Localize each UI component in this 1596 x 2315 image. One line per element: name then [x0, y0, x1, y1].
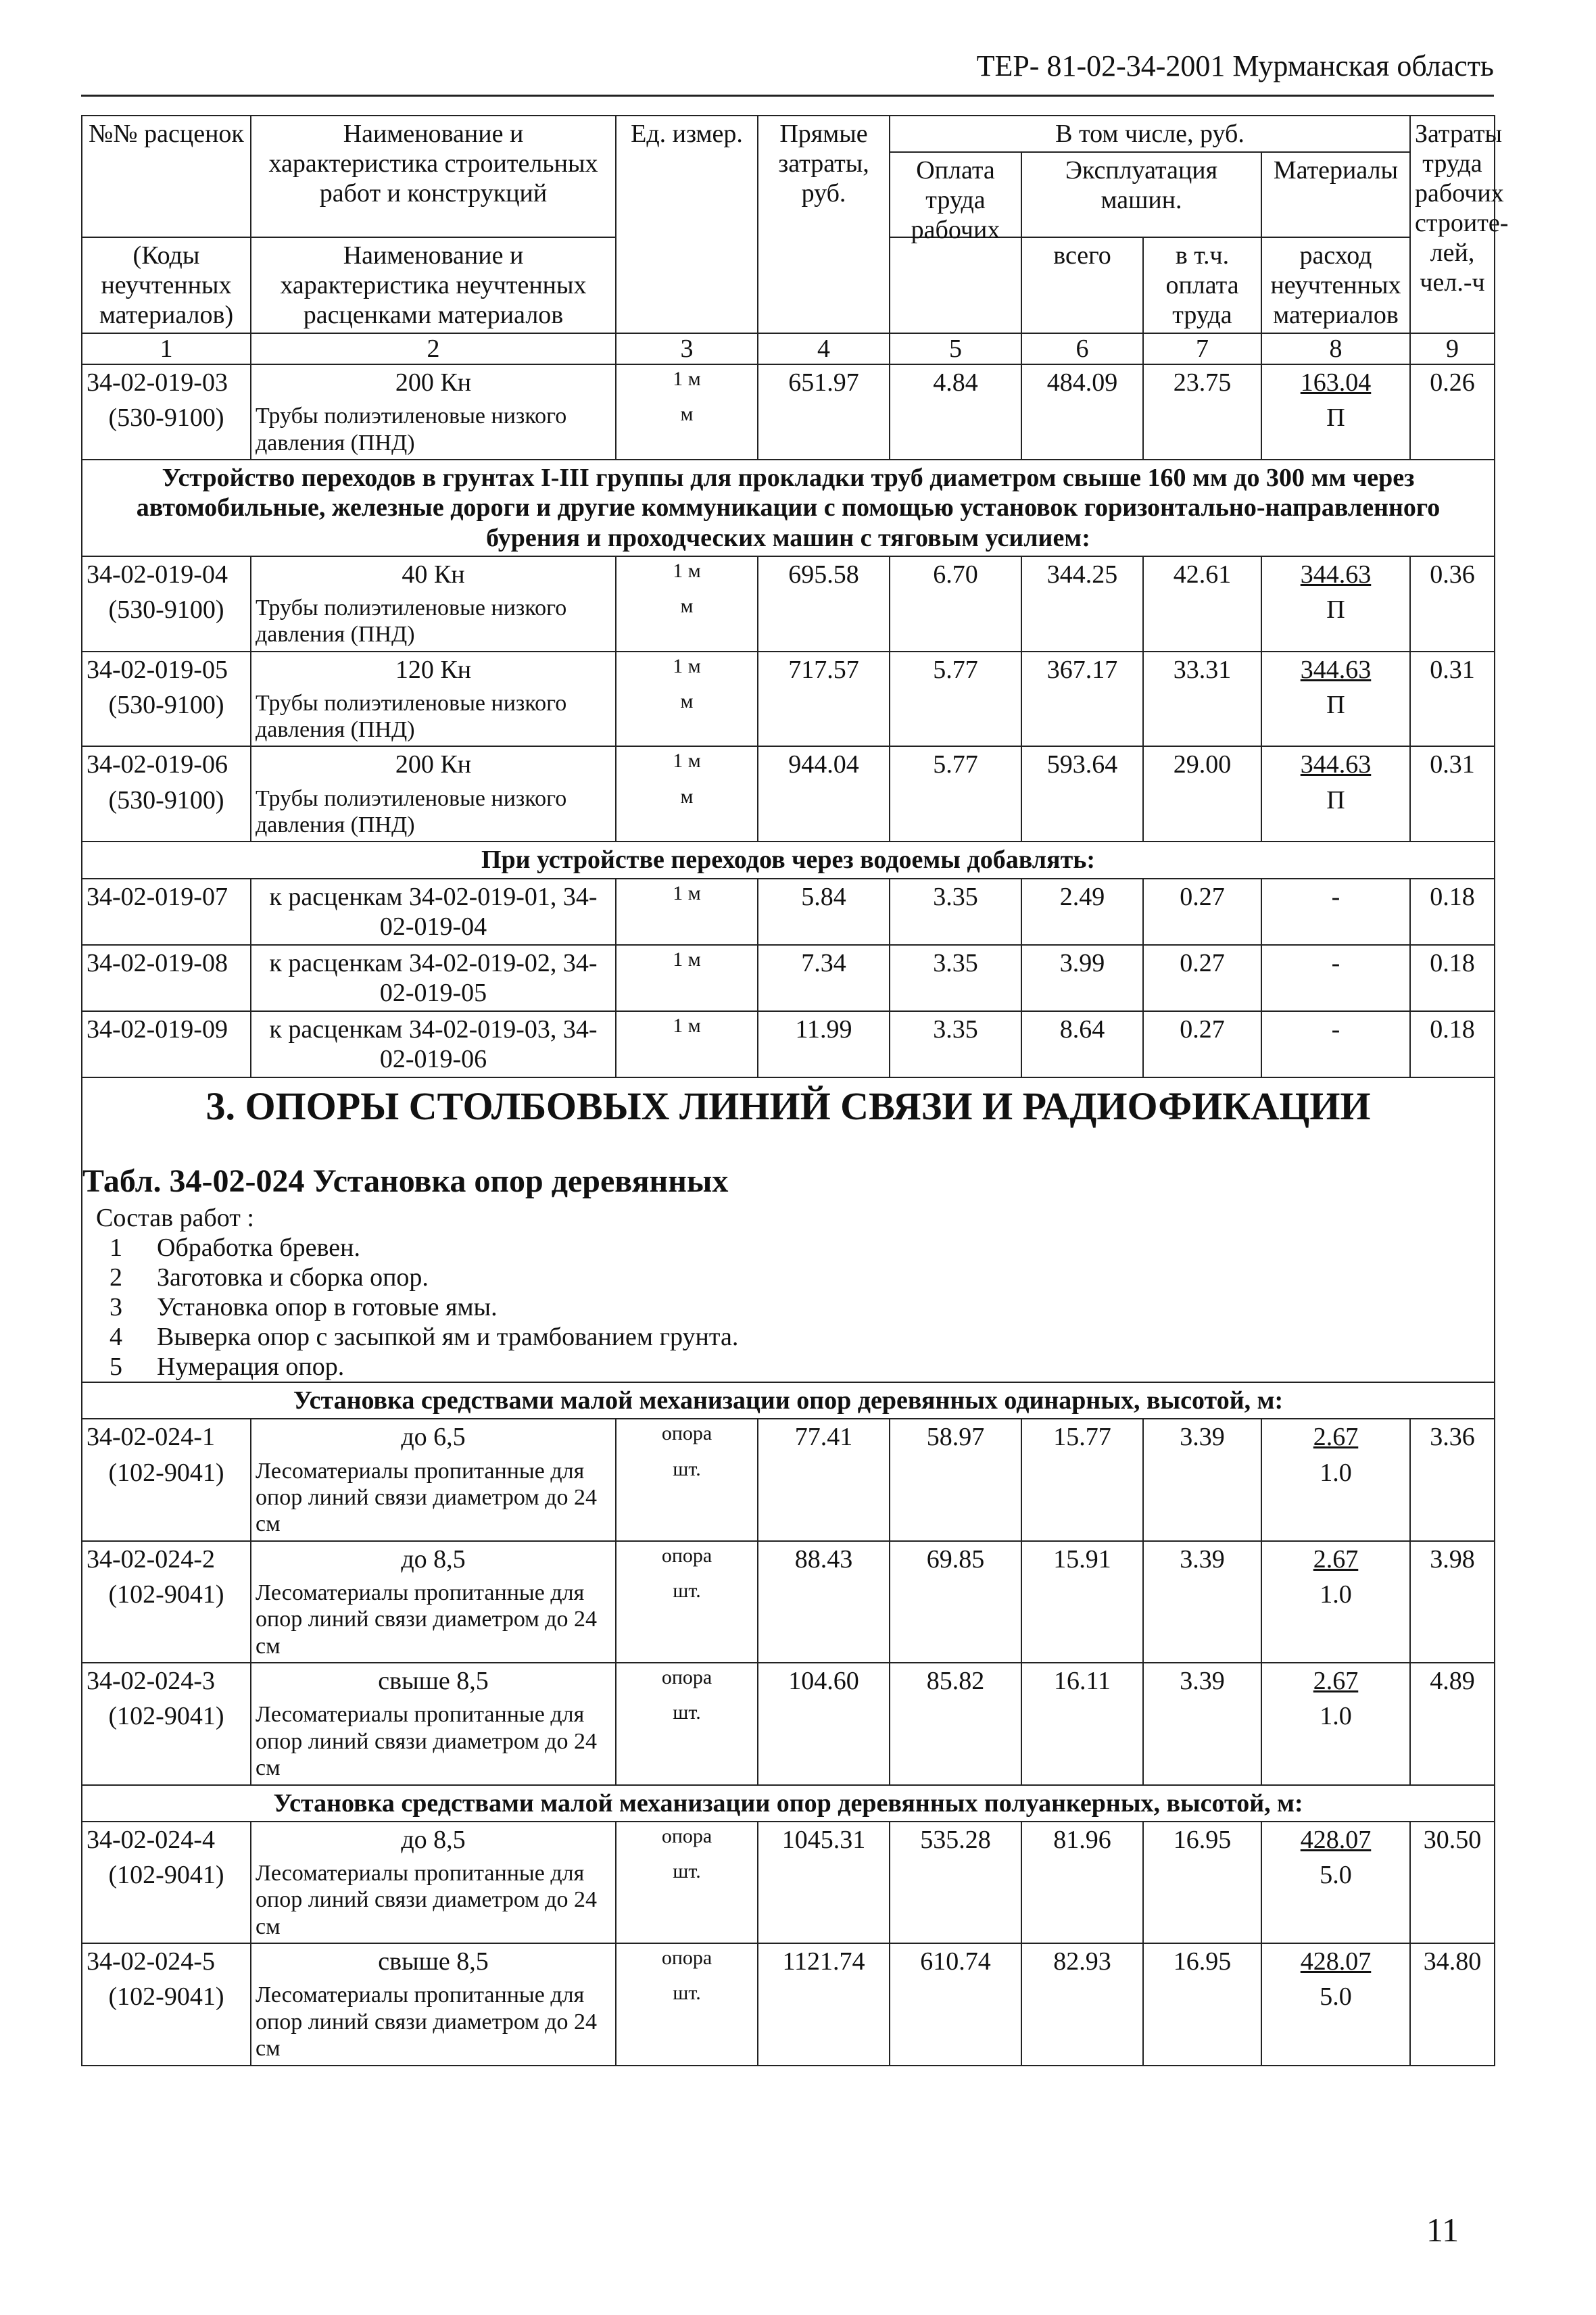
material-name: Трубы полиэтиленовые низкого давления (ПНД)	[251, 783, 616, 842]
rate-name: до 6,5	[251, 1419, 616, 1455]
rate-machines: 593.64	[1021, 746, 1143, 782]
material-row	[82, 592, 1495, 652]
section-note: При устройстве переходов через водоемы добавлять:	[82, 842, 1495, 878]
rate-direct-cost: 104.60	[758, 1663, 890, 1699]
material-labor-empty	[1410, 687, 1495, 747]
material-pay-empty	[890, 1455, 1021, 1541]
work-composition-title: Состав работ :	[96, 1203, 254, 1232]
header-materials: Материалы	[1273, 156, 1399, 185]
rate-unit: опора	[616, 1541, 758, 1577]
material-unit: шт.	[616, 1455, 758, 1541]
material-labor-empty	[1410, 1979, 1495, 2065]
rate-labor-cost: 0.31	[1410, 746, 1495, 782]
material-direct-empty	[758, 1857, 890, 1943]
column-number: 9	[1410, 333, 1495, 364]
rate-machines-pay: 23.75	[1143, 364, 1261, 400]
rate-direct-cost: 717.57	[758, 652, 890, 687]
header-labor-cost: Затраты труда рабочих строите-лей, чел.-ч	[1410, 116, 1495, 333]
material-name: Трубы полиэтиленовые низкого давления (ПНД)	[251, 400, 616, 460]
rate-unit: 1 м	[616, 879, 758, 945]
material-row	[82, 400, 1495, 460]
rate-labor-pay: 5.77	[890, 746, 1021, 782]
column-number: 6	[1021, 333, 1143, 364]
material-mach-pay-empty	[1143, 783, 1261, 842]
rate-labor-pay: 3.35	[890, 879, 1021, 945]
rates-table	[81, 115, 1509, 2066]
rate-code: 34-02-024-5	[82, 1943, 251, 1979]
material-name: Лесоматериалы пропитанные для опор линий связи диаметром до 24 см	[251, 1699, 616, 1784]
rate-machines-pay: 16.95	[1143, 1822, 1261, 1857]
rate-direct-cost: 695.58	[758, 556, 890, 592]
material-pay-empty	[890, 1979, 1021, 2065]
material-labor-empty	[1410, 592, 1495, 652]
rate-machines-pay: 16.95	[1143, 1943, 1261, 1979]
material-labor-empty	[1410, 1857, 1495, 1943]
rate-materials: -	[1261, 1011, 1410, 1077]
material-labor-empty	[1410, 400, 1495, 460]
material-row	[82, 1979, 1495, 2065]
rate-materials-value: 344.63	[1300, 560, 1372, 589]
header-incl-group	[890, 116, 1410, 245]
rate-machines: 367.17	[1021, 652, 1143, 687]
material-unit: шт.	[616, 1699, 758, 1784]
rate-row	[82, 1419, 1495, 1455]
material-unit: м	[616, 400, 758, 460]
header-incl: В том числе, руб.	[890, 116, 1409, 153]
rate-machines: 15.77	[1021, 1419, 1143, 1455]
rate-machines: 2.49	[1021, 879, 1143, 945]
header-mach-pay: в т.ч. оплата труда	[1143, 237, 1261, 333]
material-mach-pay-empty	[1143, 1699, 1261, 1784]
material-mach-empty	[1021, 687, 1143, 747]
material-unit: шт.	[616, 1857, 758, 1943]
rate-materials-value: 2.67	[1313, 1423, 1359, 1452]
rate-row	[82, 1822, 1495, 1857]
rate-unit: 1 м	[616, 364, 758, 400]
rate-materials-value: 428.07	[1300, 1825, 1372, 1854]
rate-labor-pay: 610.74	[890, 1943, 1021, 1979]
rate-unit: 1 м	[616, 652, 758, 687]
material-mach-pay-empty	[1143, 1979, 1261, 2065]
rate-materials-value: 2.67	[1313, 1544, 1359, 1574]
header-name2: Наименование и характеристика неучтенных расценками материалов	[251, 237, 616, 333]
rate-unit: 1 м	[616, 1011, 758, 1077]
rate-labor-pay: 85.82	[890, 1663, 1021, 1699]
rate-materials	[1261, 652, 1410, 687]
material-mach-pay-empty	[1143, 592, 1261, 652]
column-number: 5	[890, 333, 1021, 364]
column-number: 1	[82, 333, 251, 364]
material-labor-empty	[1410, 1455, 1495, 1541]
material-labor-empty	[1410, 1699, 1495, 1784]
rate-machines-pay: 3.39	[1143, 1541, 1261, 1577]
rate-name: до 8,5	[251, 1822, 616, 1857]
material-code: (530-9100)	[82, 592, 251, 652]
rate-labor-pay: 5.77	[890, 652, 1021, 687]
material-name: Трубы полиэтиленовые низкого давления (ПНД)	[251, 687, 616, 747]
rate-unit: 1 м	[616, 556, 758, 592]
material-mach-empty	[1021, 1979, 1143, 2065]
material-mach-empty	[1021, 1699, 1143, 1784]
header-empty	[890, 237, 1021, 333]
header-direct: Прямые затраты, руб.	[758, 116, 890, 333]
rate-labor-cost: 3.98	[1410, 1541, 1495, 1577]
header-mat-unacc: расход неучтенных материалов	[1261, 237, 1410, 333]
rate-row	[82, 746, 1495, 782]
rate-code: 34-02-024-1	[82, 1419, 251, 1455]
column-numbers-row	[82, 333, 1495, 364]
work-item-number: 5	[110, 1353, 122, 1382]
material-name: Лесоматериалы пропитанные для опор линий связи диаметром до 24 см	[251, 1455, 616, 1541]
rate-labor-pay: 69.85	[890, 1541, 1021, 1577]
rate-code: 34-02-019-06	[82, 746, 251, 782]
material-row	[82, 1699, 1495, 1784]
rate-machines-pay: 3.39	[1143, 1419, 1261, 1455]
rate-materials-value: 344.63	[1300, 750, 1372, 779]
work-item-number: 2	[110, 1263, 122, 1292]
rate-code: 34-02-024-4	[82, 1822, 251, 1857]
material-direct-empty	[758, 1979, 890, 2065]
rate-name: свыше 8,5	[251, 1943, 616, 1979]
rate-machines: 81.96	[1021, 1822, 1143, 1857]
work-item-text: Выверка опор с засыпкой ям и трамбованием грунта.	[157, 1323, 739, 1352]
material-mach-pay-empty	[1143, 1455, 1261, 1541]
material-quantity: 1.0	[1261, 1699, 1410, 1784]
rate-machines: 3.99	[1021, 945, 1143, 1011]
rate-unit: 1 м	[616, 746, 758, 782]
material-code: (102-9041)	[82, 1699, 251, 1784]
rate-materials	[1261, 1419, 1410, 1455]
material-quantity: П	[1261, 400, 1410, 460]
rate-labor-pay: 58.97	[890, 1419, 1021, 1455]
rate-labor-cost: 0.31	[1410, 652, 1495, 687]
material-unit: м	[616, 687, 758, 747]
column-number: 2	[251, 333, 616, 364]
work-list	[96, 1233, 1494, 1382]
rate-machines: 82.93	[1021, 1943, 1143, 1979]
work-item-text: Нумерация опор.	[157, 1353, 345, 1382]
material-code: (102-9041)	[82, 1857, 251, 1943]
work-item-text: Установка опор в готовые ямы.	[157, 1293, 498, 1322]
material-labor-empty	[1410, 1577, 1495, 1663]
rate-machines: 8.64	[1021, 1011, 1143, 1077]
rate-labor-cost: 34.80	[1410, 1943, 1495, 1979]
material-mach-pay-empty	[1143, 400, 1261, 460]
rate-materials: -	[1261, 945, 1410, 1011]
rate-unit: 1 м	[616, 945, 758, 1011]
rate-labor-pay: 4.84	[890, 364, 1021, 400]
work-item-number: 1	[110, 1234, 122, 1262]
rate-machines-pay: 33.31	[1143, 652, 1261, 687]
rate-row	[82, 1663, 1495, 1699]
material-code: (530-9100)	[82, 687, 251, 747]
column-number: 7	[1143, 333, 1261, 364]
section-block-row	[82, 1077, 1495, 1382]
rate-row	[82, 1943, 1495, 1979]
rate-name: 40 Кн	[251, 556, 616, 592]
rate-code: 34-02-024-2	[82, 1541, 251, 1577]
header-code: №№ расценок	[82, 116, 251, 237]
material-code: (530-9100)	[82, 400, 251, 460]
rate-materials-value: 2.67	[1313, 1667, 1359, 1696]
rate-direct-cost: 1045.31	[758, 1822, 890, 1857]
material-mach-pay-empty	[1143, 687, 1261, 747]
rate-unit: опора	[616, 1663, 758, 1699]
table-header-row	[82, 116, 1495, 237]
material-direct-empty	[758, 783, 890, 842]
rate-unit: опора	[616, 1419, 758, 1455]
work-item-text: Заготовка и сборка опор.	[157, 1263, 429, 1292]
material-row	[82, 687, 1495, 747]
rate-materials	[1261, 556, 1410, 592]
rate-direct-cost: 1121.74	[758, 1943, 890, 1979]
material-quantity: 5.0	[1261, 1857, 1410, 1943]
rate-direct-cost: 944.04	[758, 746, 890, 782]
table-title: Табл. 34-02-024 Установка опор деревянных	[82, 1163, 729, 1200]
material-code: (530-9100)	[82, 783, 251, 842]
rate-name: свыше 8,5	[251, 1663, 616, 1699]
header-name: Наименование и характеристика строительных работ и конструкций	[251, 116, 616, 237]
work-item	[96, 1322, 1494, 1352]
column-number: 3	[616, 333, 758, 364]
rate-code: 34-02-019-03	[82, 364, 251, 400]
rate-direct-cost: 88.43	[758, 1541, 890, 1577]
material-pay-empty	[890, 400, 1021, 460]
rate-labor-cost: 0.36	[1410, 556, 1495, 592]
header-labor-pay: Оплата труда рабочих	[890, 153, 1022, 237]
header-machines: Эксплуатация машин.	[1022, 153, 1262, 237]
work-item	[96, 1352, 1494, 1382]
rate-unit: опора	[616, 1822, 758, 1857]
rate-labor-cost: 3.36	[1410, 1419, 1495, 1455]
section-note-row	[82, 842, 1495, 878]
material-pay-empty	[890, 687, 1021, 747]
rate-name: к расценкам 34-02-019-01, 34-02-019-04	[251, 879, 616, 945]
rate-materials	[1261, 1663, 1410, 1699]
rate-direct-cost: 11.99	[758, 1011, 890, 1077]
material-name: Лесоматериалы пропитанные для опор линий связи диаметром до 24 см	[251, 1979, 616, 2065]
rate-materials	[1261, 364, 1410, 400]
rate-labor-cost: 30.50	[1410, 1822, 1495, 1857]
rate-row	[82, 945, 1495, 1011]
material-mach-empty	[1021, 400, 1143, 460]
rate-code: 34-02-019-04	[82, 556, 251, 592]
material-quantity: П	[1261, 783, 1410, 842]
rate-labor-cost: 0.18	[1410, 945, 1495, 1011]
header-code2: (Коды неучтенных материалов)	[82, 237, 251, 333]
material-row	[82, 783, 1495, 842]
rate-code: 34-02-019-08	[82, 945, 251, 1011]
material-code: (102-9041)	[82, 1577, 251, 1663]
material-direct-empty	[758, 1699, 890, 1784]
header-rule	[81, 95, 1494, 97]
rate-name: к расценкам 34-02-019-03, 34-02-019-06	[251, 1011, 616, 1077]
material-unit: шт.	[616, 1979, 758, 2065]
work-item-text: Обработка бревен.	[157, 1234, 360, 1262]
rate-direct-cost: 77.41	[758, 1419, 890, 1455]
material-direct-empty	[758, 400, 890, 460]
rate-machines: 484.09	[1021, 364, 1143, 400]
rate-labor-cost: 0.18	[1410, 1011, 1495, 1077]
document-header: ТЕР- 81-02-34-2001 Мурманская область	[976, 49, 1494, 82]
section-note-row	[82, 1382, 1495, 1419]
material-quantity: 1.0	[1261, 1577, 1410, 1663]
rate-name: до 8,5	[251, 1541, 616, 1577]
rate-row	[82, 364, 1495, 400]
column-number: 8	[1261, 333, 1410, 364]
rate-row	[82, 1541, 1495, 1577]
rate-code: 34-02-019-05	[82, 652, 251, 687]
work-item	[96, 1263, 1494, 1292]
rate-machines: 344.25	[1021, 556, 1143, 592]
rate-machines-pay: 0.27	[1143, 1011, 1261, 1077]
rate-machines-pay: 29.00	[1143, 746, 1261, 782]
material-quantity: П	[1261, 592, 1410, 652]
material-name: Трубы полиэтиленовые низкого давления (ПНД)	[251, 592, 616, 652]
material-mach-empty	[1021, 783, 1143, 842]
section-note-row	[82, 460, 1495, 556]
work-item	[96, 1233, 1494, 1263]
rate-direct-cost: 651.97	[758, 364, 890, 400]
rate-code: 34-02-024-3	[82, 1663, 251, 1699]
rate-row	[82, 652, 1495, 687]
material-name: Лесоматериалы пропитанные для опор линий связи диаметром до 24 см	[251, 1857, 616, 1943]
rate-materials-value: 428.07	[1300, 1947, 1372, 1976]
rate-materials	[1261, 746, 1410, 782]
section-block	[82, 1077, 1495, 1382]
material-quantity: 5.0	[1261, 1979, 1410, 2065]
rate-labor-cost: 0.18	[1410, 879, 1495, 945]
rate-labor-pay: 6.70	[890, 556, 1021, 592]
rate-name: 200 Кн	[251, 746, 616, 782]
rate-labor-pay: 3.35	[890, 1011, 1021, 1077]
material-name: Лесоматериалы пропитанные для опор линий связи диаметром до 24 см	[251, 1577, 616, 1663]
material-pay-empty	[890, 592, 1021, 652]
rate-materials-value: 163.04	[1300, 368, 1372, 397]
material-unit: шт.	[616, 1577, 758, 1663]
material-unit: м	[616, 783, 758, 842]
rate-code: 34-02-019-09	[82, 1011, 251, 1077]
material-pay-empty	[890, 1699, 1021, 1784]
rate-row	[82, 1011, 1495, 1077]
rate-name: 200 Кн	[251, 364, 616, 400]
rate-machines-pay: 0.27	[1143, 945, 1261, 1011]
rate-direct-cost: 5.84	[758, 879, 890, 945]
material-quantity: П	[1261, 687, 1410, 747]
material-mach-empty	[1021, 1455, 1143, 1541]
material-mach-pay-empty	[1143, 1857, 1261, 1943]
rate-materials	[1261, 1822, 1410, 1857]
material-mach-pay-empty	[1143, 1577, 1261, 1663]
section-note: Установка средствами малой механизации опор деревянных одинарных, высотой, м:	[82, 1382, 1495, 1419]
rate-materials-value: 344.63	[1300, 655, 1372, 684]
material-direct-empty	[758, 687, 890, 747]
material-labor-empty	[1410, 783, 1495, 842]
material-pay-empty	[890, 1577, 1021, 1663]
header-unit: Ед. измер.	[616, 116, 758, 333]
rate-machines-pay: 0.27	[1143, 879, 1261, 945]
rate-row	[82, 879, 1495, 945]
material-code: (102-9041)	[82, 1979, 251, 2065]
material-mach-empty	[1021, 1577, 1143, 1663]
rate-materials	[1261, 1541, 1410, 1577]
section-title: 3. ОПОРЫ СТОЛБОВЫХ ЛИНИЙ СВЯЗИ И РАДИОФИКАЦИИ	[205, 1083, 1371, 1128]
work-item-number: 3	[110, 1293, 122, 1322]
rate-name: 120 Кн	[251, 652, 616, 687]
material-direct-empty	[758, 1577, 890, 1663]
work-item	[96, 1292, 1494, 1322]
material-row	[82, 1857, 1495, 1943]
rate-direct-cost: 7.34	[758, 945, 890, 1011]
material-code: (102-9041)	[82, 1455, 251, 1541]
rate-machines: 16.11	[1021, 1663, 1143, 1699]
column-number: 4	[758, 333, 890, 364]
material-direct-empty	[758, 1455, 890, 1541]
work-item-number: 4	[110, 1323, 122, 1352]
material-quantity: 1.0	[1261, 1455, 1410, 1541]
rate-materials: -	[1261, 879, 1410, 945]
material-unit: м	[616, 592, 758, 652]
rate-labor-pay: 3.35	[890, 945, 1021, 1011]
rate-materials	[1261, 1943, 1410, 1979]
rate-machines: 15.91	[1021, 1541, 1143, 1577]
rate-labor-cost: 4.89	[1410, 1663, 1495, 1699]
rate-labor-pay: 535.28	[890, 1822, 1021, 1857]
material-mach-empty	[1021, 592, 1143, 652]
header-mach-total: всего	[1021, 237, 1143, 333]
page-number: 11	[1426, 2211, 1459, 2249]
rate-code: 34-02-019-07	[82, 879, 251, 945]
rate-unit: опора	[616, 1943, 758, 1979]
rate-labor-cost: 0.26	[1410, 364, 1495, 400]
section-note: Установка средствами малой механизации опор деревянных полуанкерных, высотой, м:	[82, 1785, 1495, 1822]
rate-name: к расценкам 34-02-019-02, 34-02-019-05	[251, 945, 616, 1011]
section-note-row	[82, 1785, 1495, 1822]
material-pay-empty	[890, 783, 1021, 842]
material-mach-empty	[1021, 1857, 1143, 1943]
section-note: Устройство переходов в грунтах I-III группы для прокладки труб диаметром свыше 160 мм до 300 мм через автомобильные, железные дороги и другие коммуникации с помощью установок горизонтально-направленного бурения и проходческих машин с тяговым усилием:	[82, 460, 1495, 556]
material-row	[82, 1455, 1495, 1541]
material-direct-empty	[758, 592, 890, 652]
rate-machines-pay: 3.39	[1143, 1663, 1261, 1699]
material-pay-empty	[890, 1857, 1021, 1943]
rate-machines-pay: 42.61	[1143, 556, 1261, 592]
rate-row	[82, 556, 1495, 592]
material-row	[82, 1577, 1495, 1663]
